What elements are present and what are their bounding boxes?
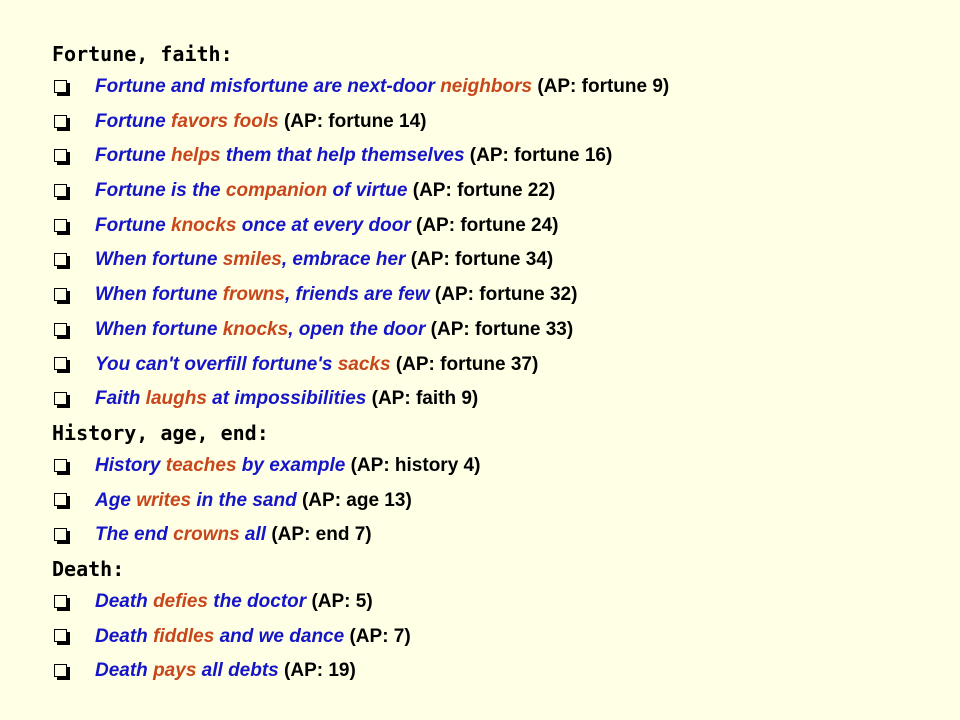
square-bullet-icon <box>54 115 67 128</box>
proverb-keyword: fiddles <box>153 625 215 647</box>
proverb-phrase: When fortune <box>95 284 223 306</box>
proverb-text <box>95 243 553 278</box>
proverb-reference: (AP: end 7) <box>266 524 372 546</box>
square-bullet-icon <box>54 323 67 336</box>
proverb-text <box>95 70 669 105</box>
proverb-text <box>95 484 412 519</box>
proverb-text <box>95 382 478 417</box>
proverb-text <box>95 174 555 209</box>
proverb-phrase: , open the door <box>288 318 426 340</box>
proverb-phrase: The end <box>95 524 174 546</box>
proverb-section <box>52 553 942 689</box>
proverb-item <box>52 484 942 519</box>
square-bullet-icon <box>54 493 67 506</box>
proverb-phrase: Death <box>95 590 154 612</box>
proverb-text <box>95 620 411 655</box>
proverb-item <box>52 70 942 105</box>
proverb-item <box>52 382 942 417</box>
proverb-item <box>52 313 942 348</box>
proverb-reference: (AP: fortune 37) <box>390 353 539 375</box>
proverb-section <box>52 38 942 417</box>
proverb-item <box>52 209 942 244</box>
proverb-phrase: and we dance <box>214 625 345 647</box>
square-bullet-icon <box>54 528 67 541</box>
square-bullet-icon <box>54 595 67 608</box>
proverb-keyword: sacks <box>337 353 391 375</box>
proverb-phrase: of virtue <box>327 180 408 202</box>
proverb-keyword: crowns <box>173 524 240 546</box>
proverb-phrase: Death <box>95 625 154 647</box>
proverb-phrase: by example <box>236 454 346 476</box>
proverb-phrase: When fortune <box>95 249 223 271</box>
proverb-reference: (AP: history 4) <box>345 454 481 476</box>
proverb-phrase: Fortune <box>95 110 171 132</box>
proverb-keyword: defies <box>153 590 208 612</box>
proverb-keyword: frowns <box>222 284 285 306</box>
proverb-phrase: once at every door <box>236 214 411 236</box>
square-bullet-icon <box>54 357 67 370</box>
square-bullet-icon <box>54 392 67 405</box>
proverb-text <box>95 585 373 620</box>
square-bullet-icon <box>54 664 67 677</box>
square-bullet-icon <box>54 253 67 266</box>
proverb-reference: (AP: fortune 33) <box>425 318 574 340</box>
proverb-reference: (AP: faith 9) <box>366 388 479 410</box>
proverb-phrase: You can't overfill fortune's <box>95 353 338 375</box>
square-bullet-icon <box>54 184 67 197</box>
proverb-phrase: , embrace her <box>281 249 406 271</box>
proverb-keyword: helps <box>171 145 221 167</box>
proverb-text <box>95 313 573 348</box>
proverb-keyword: knocks <box>222 318 289 340</box>
square-bullet-icon <box>54 459 67 472</box>
proverb-phrase: the doctor <box>208 590 307 612</box>
proverb-keyword: fools <box>233 110 279 132</box>
proverb-reference: (AP: fortune 9) <box>532 76 670 97</box>
proverb-keyword: companion <box>225 180 328 202</box>
proverb-phrase: Fortune <box>95 214 171 236</box>
proverb-item <box>52 654 942 689</box>
proverb-phrase: History <box>95 454 166 476</box>
proverb-phrase: Fortune <box>95 145 171 167</box>
proverb-text <box>95 654 356 689</box>
proverb-item <box>52 585 942 620</box>
proverb-phrase: in the sand <box>191 489 297 511</box>
proverb-text <box>95 209 559 244</box>
proverb-item <box>52 518 942 553</box>
section-title: History, age, end: <box>52 420 269 445</box>
proverb-item <box>52 139 942 174</box>
proverb-keyword: knocks <box>171 214 237 236</box>
proverb-reference: (AP: fortune 16) <box>464 145 613 167</box>
section-title: Fortune, faith: <box>52 42 233 66</box>
proverb-item <box>52 348 942 383</box>
proverb-keyword: smiles <box>222 249 282 271</box>
proverb-item <box>52 278 942 313</box>
proverb-text <box>95 449 480 484</box>
proverb-text <box>95 348 538 383</box>
proverb-item <box>52 174 942 209</box>
proverb-reference: (AP: fortune 22) <box>407 180 556 202</box>
proverb-keyword: neighbors <box>440 76 533 97</box>
proverb-reference: (AP: fortune 34) <box>405 249 554 271</box>
proverb-phrase: at impossibilities <box>206 388 367 410</box>
proverb-item <box>52 449 942 484</box>
proverb-reference: (AP: age 13) <box>296 489 412 511</box>
proverb-item <box>52 243 942 278</box>
proverb-reference: (AP: fortune 14) <box>278 110 427 132</box>
proverb-phrase: Age <box>95 489 137 511</box>
proverb-phrase: Faith <box>95 388 146 410</box>
proverb-reference: (AP: 7) <box>344 625 411 647</box>
square-bullet-icon <box>54 80 67 93</box>
proverb-reference: (AP: 5) <box>306 590 373 612</box>
proverb-reference: (AP: fortune 24) <box>410 214 559 236</box>
proverb-phrase: , friends are few <box>284 284 430 306</box>
proverb-text <box>95 278 577 313</box>
proverb-reference: (AP: fortune 32) <box>429 284 578 306</box>
proverb-keyword: favors <box>171 110 229 132</box>
proverb-phrase: When fortune <box>95 318 223 340</box>
proverb-phrase: them that help themselves <box>220 145 465 167</box>
proverb-keyword: pays <box>153 660 197 682</box>
proverb-phrase: Fortune is the <box>95 180 226 202</box>
proverb-item <box>52 620 942 655</box>
proverb-text <box>95 105 426 140</box>
proverb-phrase: all debts <box>196 660 279 682</box>
proverb-text <box>95 139 612 174</box>
slide-content <box>52 38 942 689</box>
square-bullet-icon <box>54 288 67 301</box>
proverb-keyword: writes <box>136 489 192 511</box>
proverb-keyword: laughs <box>145 388 207 410</box>
proverb-text <box>95 518 372 553</box>
proverb-keyword: teaches <box>165 454 237 476</box>
square-bullet-icon <box>54 149 67 162</box>
proverb-reference: (AP: 19) <box>278 660 356 682</box>
proverb-phrase: Fortune and misfortune are next-door <box>95 76 441 97</box>
proverb-item <box>52 105 942 140</box>
square-bullet-icon <box>54 629 67 642</box>
proverb-section <box>52 417 942 553</box>
proverb-phrase: all <box>239 524 267 546</box>
proverb-phrase: Death <box>95 660 154 682</box>
section-title: Death: <box>52 556 125 581</box>
square-bullet-icon <box>54 219 67 232</box>
